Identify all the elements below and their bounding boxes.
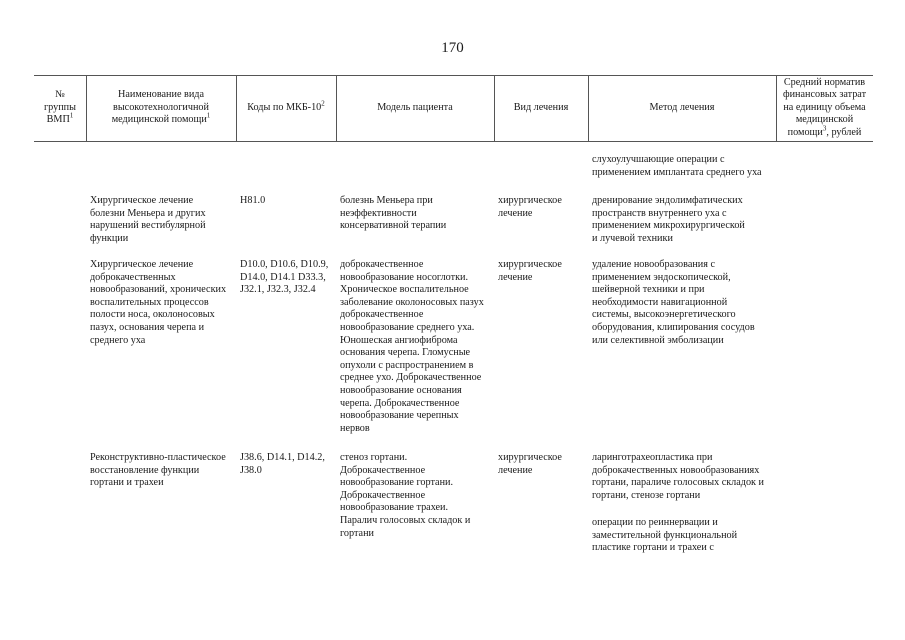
table-cell-codes: J38.6, D14.1, D14.2, J38.0 <box>240 452 325 476</box>
header-patient-model: Модель пациента <box>377 101 453 113</box>
table-cell-method: удаление новообразования с применением эндоскопической, шейверной техники и при необходимости навигационной системы, высокоэнергетического оборудования, клипирования сосудов или селективной эмболизации <box>592 259 755 346</box>
table-cell-codes: D10.0, D10.6, D10.9, D14.0, D14.1 D33.3, J32.1, J32.3, J32.4 <box>240 259 329 296</box>
header-treatment-method: Метод лечения <box>649 101 715 113</box>
table-cell-treatment: хирургическое лечение <box>498 195 562 219</box>
table-cell-method: операции по реиннервации и заместительной функциональной пластике гортани и трахеи с <box>592 517 738 554</box>
table-cell-model: болезнь Меньера при неэффективности консервативной терапии <box>340 195 447 232</box>
table-cell-method: слухоулучшающие операции с применением имплантата среднего уха <box>592 154 762 178</box>
table-cell-name: Хирургическое лечение болезни Меньера и других нарушений вестибулярной функции <box>90 195 206 244</box>
header-icd-codes: Коды по МКБ-$10^2$ <box>247 99 325 113</box>
table-cell-name: Реконструктивно-пластическое восстановление функции гортани и трахеи <box>90 452 226 489</box>
header-care-type: Наименование вида высокотехнологичной медицинской помощи$^1$ <box>111 89 211 126</box>
table-cell-name: Хирургическое лечение доброкачественных новообразований, хронических воспалительных процессов полости носа, околоносовых пазух, основания черепа и среднего уха <box>90 259 227 346</box>
page-number: 170 <box>441 40 464 56</box>
table-cell-codes: H81.0 <box>240 195 266 206</box>
header-cost-standard: Средний норматив финансовых затрат на единицу объема медицинской помощи$^3$, рублей <box>782 76 867 138</box>
table-cell-treatment: хирургическое лечение <box>498 452 562 476</box>
table-cell-method: ларинготрахеопластика при доброкачественных новообразованиях гортани, параличе голосовых складок и гортани, стенозе гортани <box>592 452 765 501</box>
table-cell-model: стеноз гортани. Доброкачественное новообразование гортани. Доброкачественное новообразование трахеи. Паралич голосовых складок и гортани <box>340 452 471 539</box>
header-group-no: № группы ВМП$^1$ <box>44 89 76 126</box>
header-treatment-type: Вид лечения <box>513 101 569 113</box>
table-cell-method: дренирование эндолимфатических пространств внутреннего уха с применением микрохирургической и лучевой техники <box>592 195 745 244</box>
table-cell-model: доброкачественное новообразование носоглотки. Хроническое воспалительное заболевание околоносовых пазух доброкачественное новообразование среднего уха. Юношеская ангиофиброма основания черепа. Гломусные опухоли с распространением в среднее ухо. Доброкачественное новообразование основания черепа. Доброкачественное новообразование черепных нервов <box>340 259 484 434</box>
table-cell-treatment: хирургическое лечение <box>498 259 562 283</box>
header-bottom-rule <box>34 141 873 142</box>
